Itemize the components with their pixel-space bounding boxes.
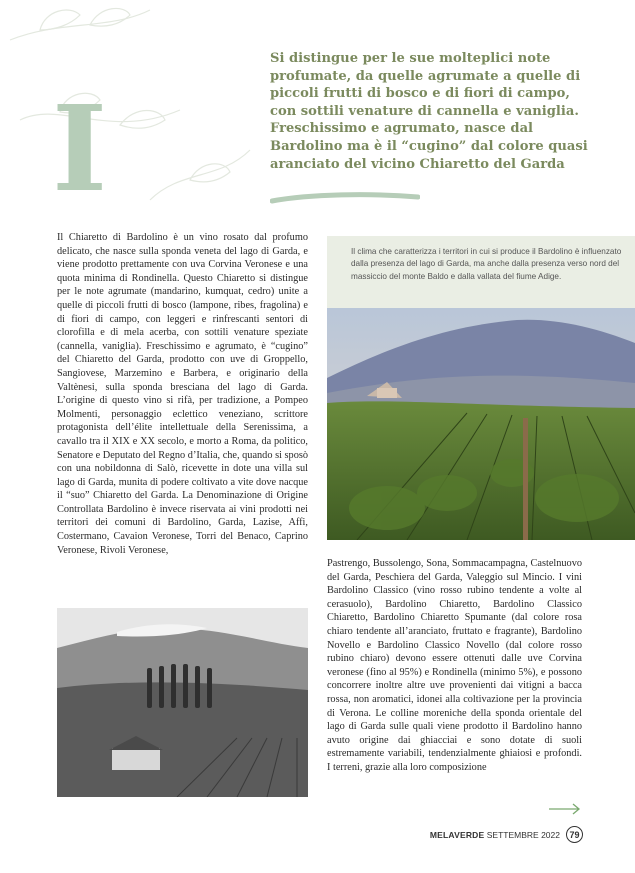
article-paragraph: Il Chiaretto di Bardolino è un vino rosato dal profumo delicato, che nasce sulla sponda veneta del lago di Garda, e viene prodotto prettamente con uva Corvina Veronese e una quota minima di Rondinella. Questo Chiaretto si distingue per le note agrumate (mandarino, kumquat, cedro) unite a quelle di piccoli frutti di bosco (lampone, ribes, fragolina) e di fiori di campo, con leggeri e rinfrescanti sentori di clorofilla e di mela acerba, con sottili venature speziate (cannella, vaniglia). Freschissimo e agrumato, è “cugino” del Chiaretto del Garda, prodotto con uve di Groppello, Sangiovese, Marzemino e Barbera, e originario della Valtènesi, sulla sponda bresciana del lago di Garda. L’origine di questo vino si rifà, per tradizione, a Pompeo Molmenti, personaggio eclettico veneziano, scrittore protagonista dell’élite intellettuale della Serenissima, a cavallo tra il XIX e XX secolo, e morto a Roma, da politico, Senatore e Deputato del Regno d’Italia, che, quando si sposò con una nobildonna di Salò, ricevette in dote una villa sul lago di Garda, munita di podere coltivato a vite dove nacque il “suo” Chiaretto del Garda. La Denominazione di Origine Controllata Bardolino è invece riservata ai vini prodotti nei territori dei comuni di Bardolino, Garda, Lazise, Affi, Costermano, Cavaion Veronese, Torri del Benaco, Caprino Veronese, Rivoli Veronese,	[57, 232, 308, 556]
landscape-bw-photo	[57, 608, 308, 797]
underline-swash-decoration	[270, 190, 420, 206]
leaf-pattern-decoration	[0, 0, 260, 230]
photo-caption: Il clima che caratterizza i territori in cui si produce il Bardolino è influenzato dalla presenza del lago di Garda, ma anche dalla presenza verso nord del massiccio del monte Baldo e dalla vallata del fiume Adige.	[351, 247, 622, 281]
continue-arrow-icon[interactable]	[548, 802, 582, 816]
issue-date: SETTEMBRE 2022	[486, 829, 560, 840]
article-paragraph: Pastrengo, Bussolengo, Sona, Sommacampagna, Castelnuovo del Garda, Peschiera del Garda, Valeggio sul Mincio. I vini Bardolino Classico (vino rosso rubino tendente a volte al cerasuolo), Bardolino Chiaretto, Bardolino Classico Chiaretto, Bardolino Chiaretto Spumante (dal colore rosa chiaro tendente all’aranciato, fruttato e fragrante), Bardolino Novello e Bardolino Classico Novello (dal colore rosso rubino chiaro) devono essere ottenuti dalle uve Corvina veronese (fino al 95%) e Rondinella (minimo 5%), e possono concorrere inoltre altre uve provenienti dai vitigni a bacca rossa, non aromatici, idonei alla coltivazione per la provincia di Verona. Le colline moreniche della sponda orientale del lago di Garda sulle quali viene prodotto il Bardolino hanno avuto origine dai ghiacciai e sono dotate di suoli estremamente variabili, tendenzialmente ghiaiosi e profondi. I terreni, grazie alla loro composizione	[327, 558, 582, 773]
vineyard-photo	[327, 308, 635, 540]
page-footer	[430, 826, 583, 843]
drop-cap: I	[52, 79, 108, 218]
photo-caption-box	[327, 236, 635, 308]
magazine-brand	[430, 830, 560, 840]
article-column-right	[327, 557, 582, 775]
page-number: 79	[566, 826, 583, 843]
intro-lead-text: Si distingue per le sue molteplici note profumate, da quelle agrumate a quelle di piccoli frutti di bosco e di fiori di campo, con sottili venature di cannella e vaniglia. Freschissimo e agrumato, nasce dal Bardolino ma è il “cugino” dal colore quasi aranciato del vicino Chiaretto del Garda	[270, 51, 588, 172]
brand-name: MELAVERDE	[429, 829, 485, 840]
article-column-left	[57, 231, 308, 557]
